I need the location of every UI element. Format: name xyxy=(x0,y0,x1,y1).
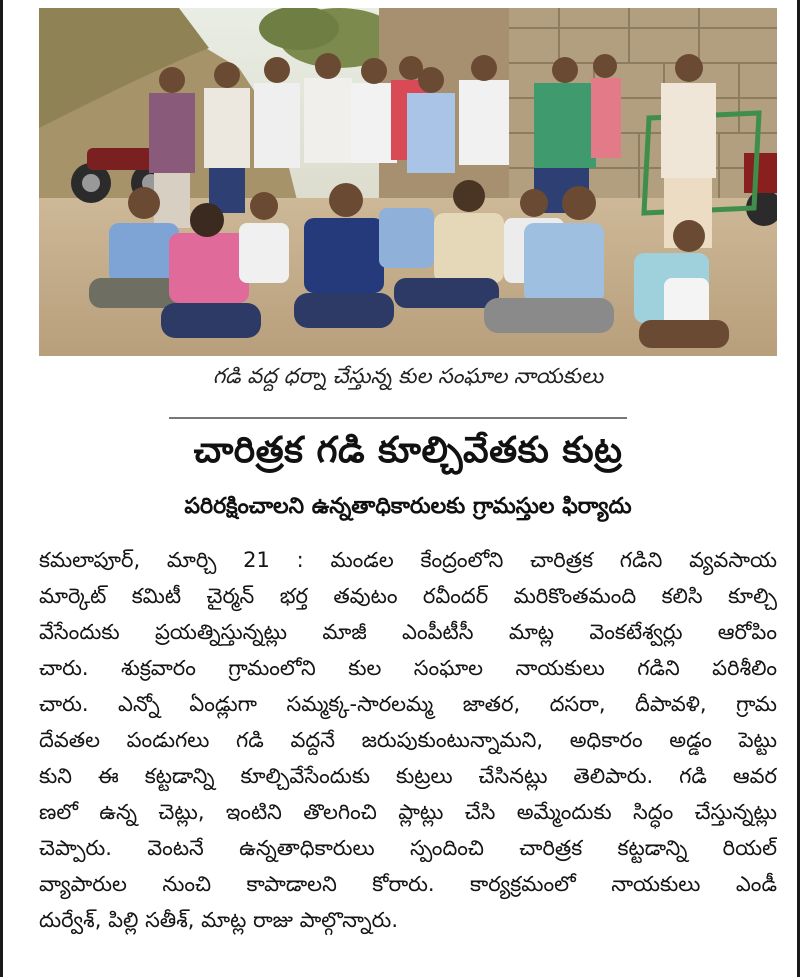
body-line: కమలాపూర్, మార్చి 21 : మండల కేంద్రంలోని చారిత్రక గడిని వ్యవసాయ xyxy=(39,548,777,572)
body-line: ణలో ఉన్న చెట్లు, ఇంటిని తొలగించి ప్లాట్లు చేసి అమ్మేందుకు సిద్ధం చేస్తున్నట్లు xyxy=(39,800,777,824)
body-line: చారు. ఎన్నో ఏండ్లుగా సమ్మక్క-సారలమ్మ జాతర, దసరా, దీపావళి, గ్రామ xyxy=(39,692,777,716)
photo-caption: గడి వద్ద ధర్నా చేస్తున్న కుల సంఘాల నాయకులు xyxy=(212,364,604,388)
body-line: దేవతల పండుగలు గడి వద్దనే జరుపుకుంటున్నామని, అధికారం అడ్డం పెట్టు xyxy=(39,728,777,752)
body-line: దుర్వేశ్, పిల్లి సతీశ్, మాట్ల రాజు పాల్గొన్నారు. xyxy=(39,908,398,932)
subheadline: పరిరక్షించాలని ఉన్నతాధికారులకు గ్రామస్తుల ఫిర్యాదు xyxy=(184,494,632,519)
body-line: చారు. శుక్రవారం గ్రామంలోని కుల సంఘాల నాయకులు గడిని పరిశీలిం xyxy=(39,656,777,680)
headline: చారిత్రక గడి కూల్చివేతకు కుట్ర xyxy=(193,430,623,471)
news-photo xyxy=(39,8,777,356)
body-line: వ్యాపారుల నుంచి కాపాడాలని కోరారు. కార్యక్రమంలో నాయకులు ఎండీ xyxy=(39,872,777,896)
body-line: చెప్పారు. వెంటనే ఉన్నతాధికారులు స్పందించి చారిత్రక కట్టడాన్ని రియల్ xyxy=(39,836,777,860)
body-line: వేసేందుకు ప్రయత్నిస్తున్నట్లు మాజీ ఎంపీటీసీ మాట్ల వెంకటేశ్వర్లు ఆరోపిం xyxy=(39,620,777,644)
article-body xyxy=(39,542,777,938)
caption-divider xyxy=(169,417,627,419)
body-line: కుని ఈ కట్టడాన్ని కూల్చివేసేందుకు కుట్రలు చేసినట్లు తెలిపారు. గడి ఆవర xyxy=(39,764,777,788)
body-line: మార్కెట్ కమిటీ చైర్మన్ భర్త తవుటం రవీందర్ మరికొంతమంది కలిసి కూల్చి xyxy=(39,584,777,608)
